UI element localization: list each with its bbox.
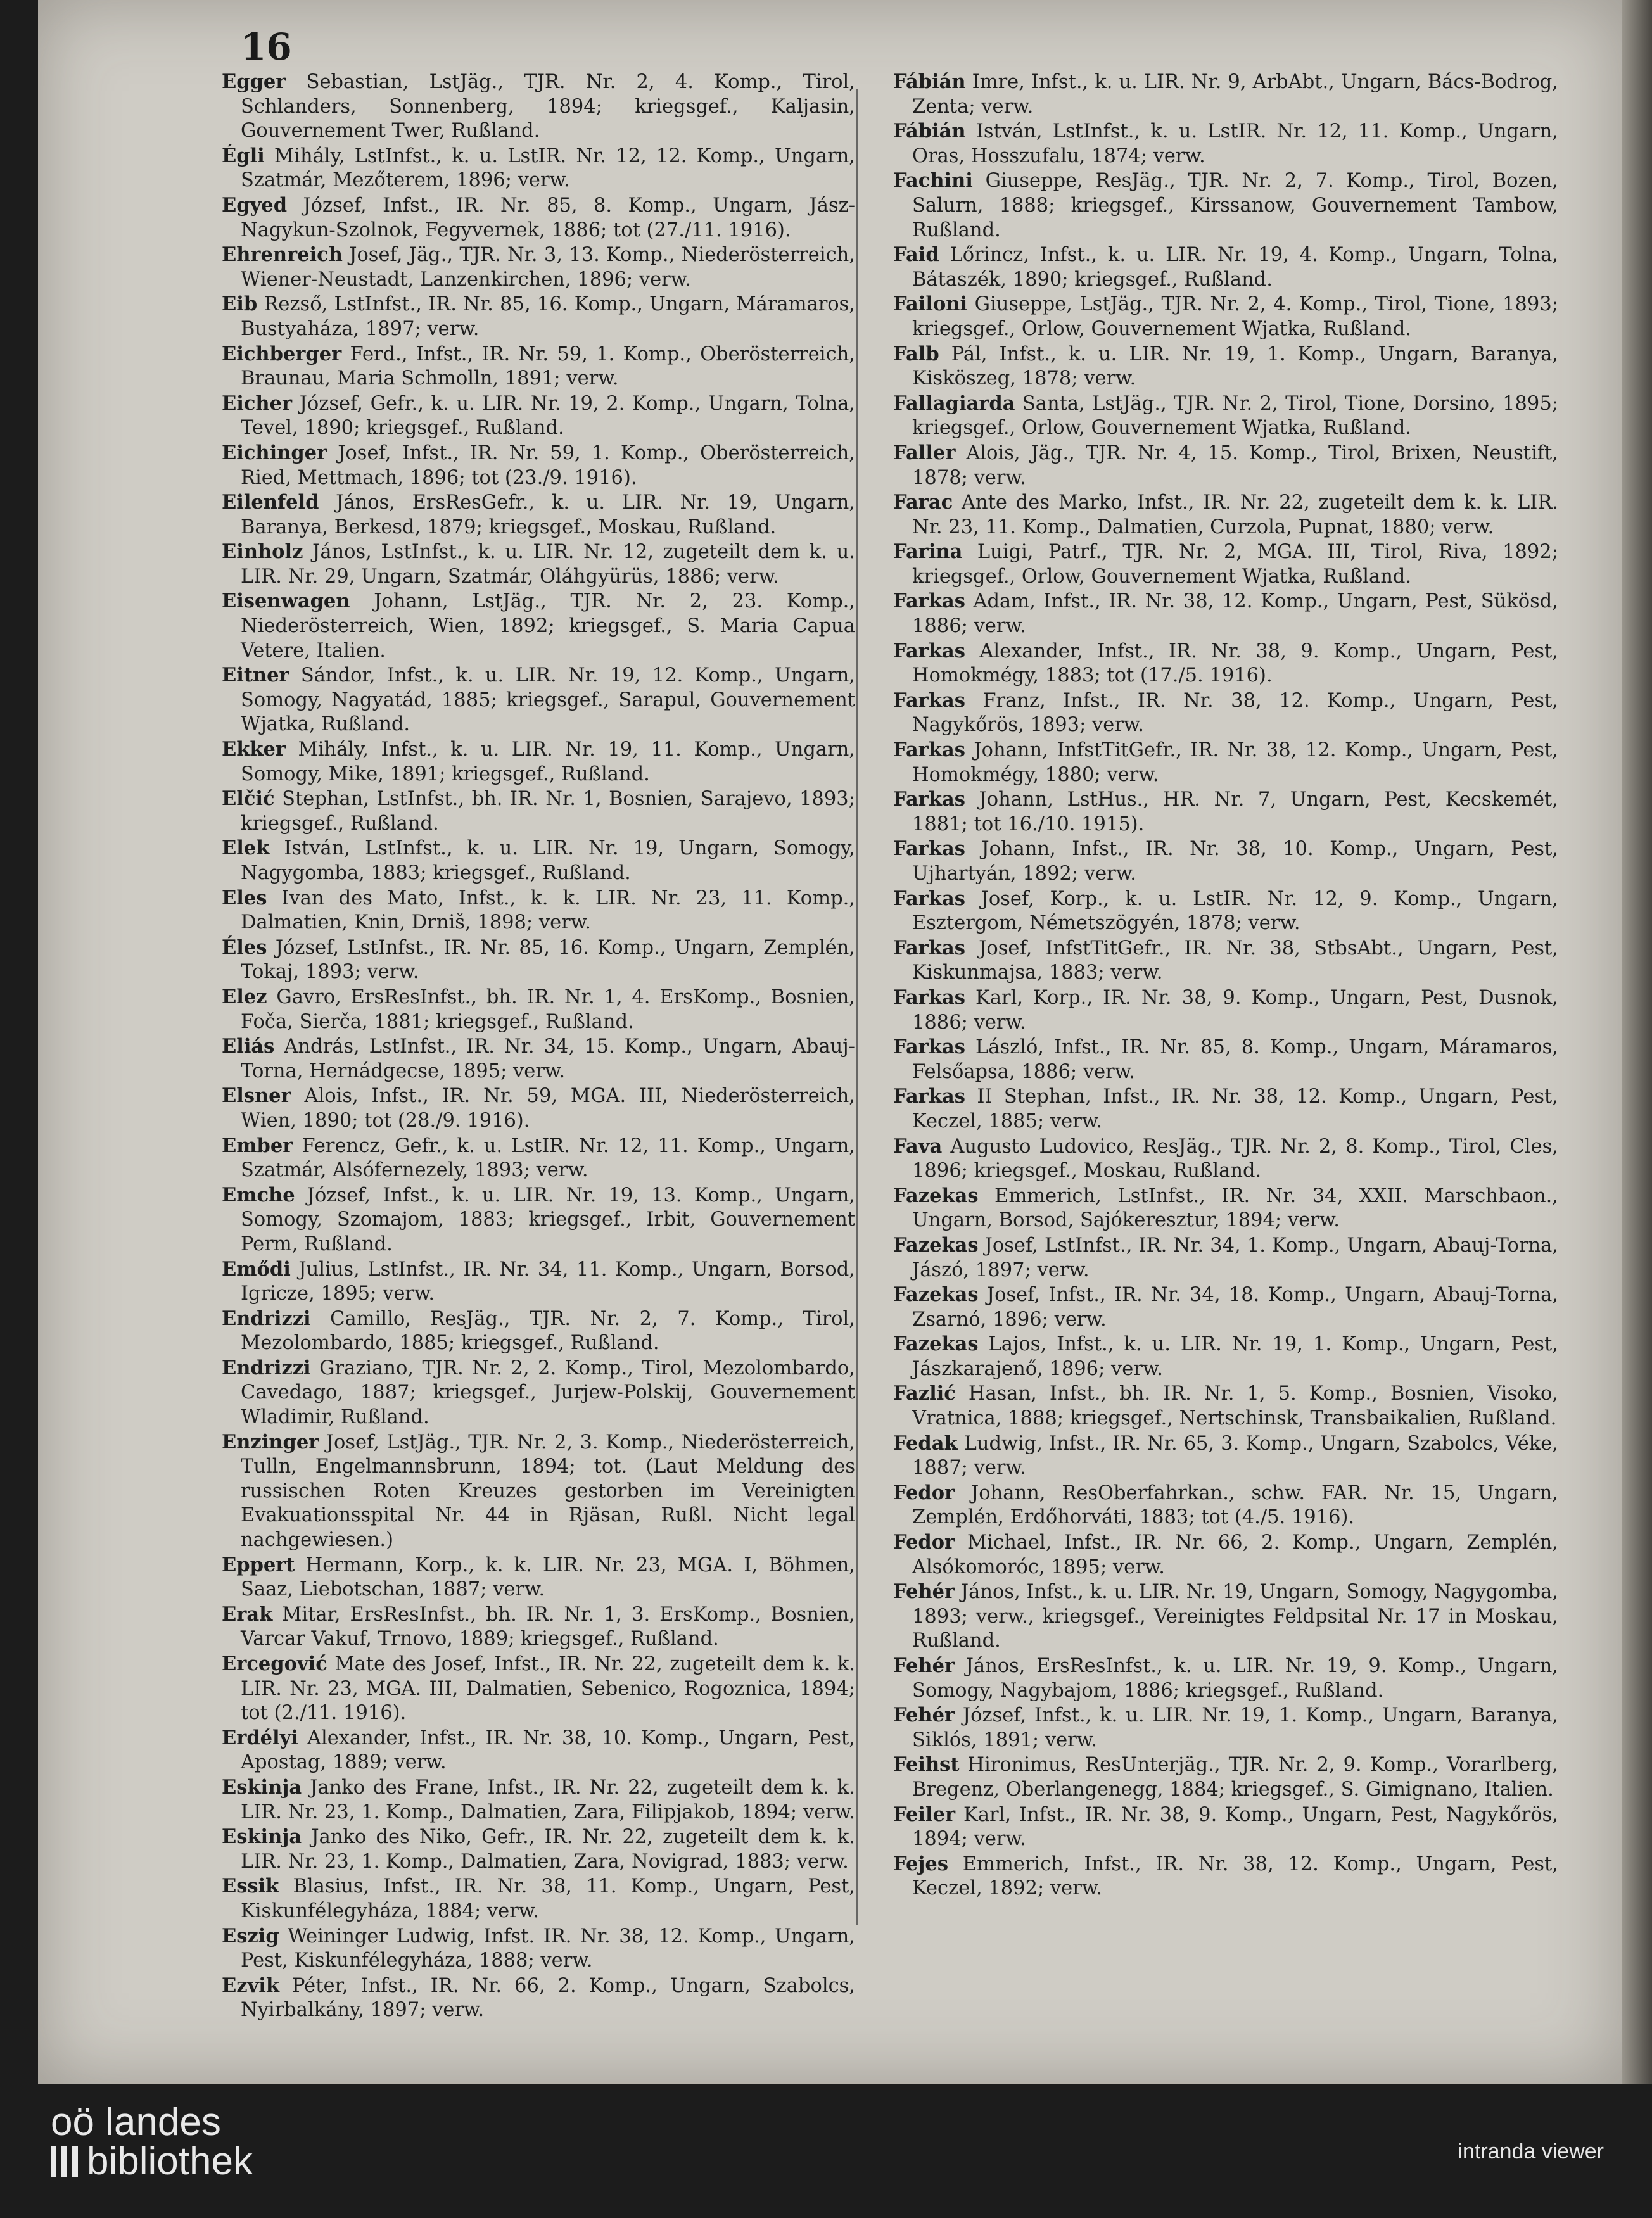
entry-surname: Elez <box>222 985 267 1008</box>
entry-surname: Farkas <box>893 590 965 613</box>
entry-details: Hermann, Korp., k. k. LIR. Nr. 23, MGA. I, Böhmen, Saaz, Liebotschan, 1887; verw. <box>241 1554 855 1601</box>
entry-surname: Farac <box>893 491 953 514</box>
entry <box>222 1652 855 1726</box>
entry-details: Josef, LstInfst., IR. Nr. 34, 1. Komp., Ungarn, Abauj-Torna, Jászó, 1897; verw. <box>912 1234 1558 1281</box>
entry <box>222 1183 855 1257</box>
entry-details: József, Infst., k. u. LIR. Nr. 19, 1. Komp., Ungarn, Baranya, Siklós, 1891; verw. <box>912 1704 1558 1751</box>
entry-details: Josef, InfstTitGefr., IR. Nr. 38, StbsAbt., Ungarn, Pest, Kiskunmajsa, 1883; verw. <box>912 937 1558 984</box>
entry-surname: Égli <box>222 144 265 167</box>
entry-details: József, Gefr., k. u. LIR. Nr. 19, 2. Komp., Ungarn, Tolna, Tevel, 1890; kriegsgef., Rußland. <box>241 392 855 440</box>
page-edge <box>1622 0 1652 2084</box>
entry-surname: Essik <box>222 1875 279 1898</box>
entry <box>893 688 1558 738</box>
entry-details: Mitar, ErsResInfst., bh. IR. Nr. 1, 3. ErsKomp., Bosnien, Varcar Vakuf, Trnovo, 1889; kriegsgef., Rußland. <box>241 1603 855 1651</box>
entry <box>222 1602 855 1652</box>
entry-surname: Fehér <box>893 1580 955 1604</box>
entry <box>222 836 855 885</box>
entry-details: Alexander, Infst., IR. Nr. 38, 9. Komp., Ungarn, Pest, Homokmégy, 1883; tot (17./5. 1916). <box>912 640 1558 687</box>
entry-details: Ante des Marko, Infst., IR. Nr. 22, zugeteilt dem k. k. LIR. Nr. 23, 11. Komp., Dalmatien, Curzola, Pupnat, 1880; verw. <box>912 491 1558 538</box>
entry <box>893 1283 1558 1332</box>
entry-details: József, LstInfst., IR. Nr. 85, 16. Komp., Ungarn, Zemplén, Tokaj, 1893; verw. <box>241 936 855 984</box>
logo-line-1: oö landes <box>51 2100 221 2144</box>
entry-surname: Fallagiarda <box>893 391 1015 415</box>
entry-details: Augusto Ludovico, ResJäg., TJR. Nr. 2, 8. Komp., Tirol, Cles, 1896; kriegsgef., Moskau, Rußland. <box>912 1135 1558 1182</box>
entry-details: Hironimus, ResUnterjäg., TJR. Nr. 2, 9. Komp., Vorarlberg, Bregenz, Oberlangenegg, 1884; kriegsgef., S. Gimignano, Italien. <box>912 1754 1558 1801</box>
entry-surname: Farkas <box>893 1085 965 1108</box>
entry-details: János, Infst., k. u. LIR. Nr. 19, Ungarn, Somogy, Nagygomba, 1893; verw., kriegsgef., Vereinigtes Feldpsital Nr. 17 in Moskau, Rußland. <box>912 1581 1558 1652</box>
entry-details: László, Infst., IR. Nr. 85, 8. Komp., Ungarn, Máramaros, Felsőapsa, 1886; verw. <box>912 1036 1558 1083</box>
scanned-page <box>38 0 1622 2084</box>
entry-surname: Eles <box>222 886 267 909</box>
entry-surname: Egger <box>222 70 286 93</box>
entry-surname: Farkas <box>893 936 965 960</box>
entry-details: Hasan, Infst., bh. IR. Nr. 1, 5. Komp., Bosnien, Visoko, Vratnica, 1888; kriegsgef., Nertschinsk, Transbaikalien, Rußland. <box>912 1383 1558 1430</box>
page-number: 16 <box>241 25 292 68</box>
entry-details: János, ErsResInfst., k. u. LIR. Nr. 19, 9. Komp., Ungarn, Somogy, Nagybajom, 1886; kriegsgef., Rußland. <box>912 1655 1558 1702</box>
entry-details: Emmerich, Infst., IR. Nr. 38, 12. Komp., Ungarn, Pest, Keczel, 1892; verw. <box>912 1853 1558 1900</box>
entry-details: Stephan, LstInfst., bh. IR. Nr. 1, Bosnien, Sarajevo, 1893; kriegsgef., Rußland. <box>241 788 855 835</box>
entry <box>222 1874 855 1923</box>
entry <box>893 589 1558 638</box>
entry-surname: Eichberger <box>222 342 342 365</box>
entry-details: Camillo, ResJäg., TJR. Nr. 2, 7. Komp., Tirol, Mezolombardo, 1885; kriegsgef., Rußland. <box>241 1307 855 1355</box>
entry <box>893 1654 1558 1703</box>
entry <box>893 1752 1558 1802</box>
entry-details: Johann, ResOberfahrkan., schw. FAR. Nr. 15, Ungarn, Zemplén, Erdőhorváti, 1883; tot (4./5. 1916). <box>912 1481 1558 1529</box>
entry-details: Karl, Infst., IR. Nr. 38, 9. Komp., Ungarn, Pest, Nagykőrös, 1894; verw. <box>912 1803 1558 1851</box>
entry <box>222 1726 855 1775</box>
entry-surname: Farkas <box>893 738 965 762</box>
entry <box>222 935 855 985</box>
entry-details: József, Infst., IR. Nr. 85, 8. Komp., Ungarn, Jász-Nagykun-Szolnok, Fegyvernek, 1886; tot (27./11. 1916). <box>241 194 855 241</box>
entry-surname: Elek <box>222 837 270 860</box>
entry <box>222 1775 855 1825</box>
entry-details: Michael, Infst., IR. Nr. 66, 2. Komp., Ungarn, Zemplén, Alsókomoróc, 1895; verw. <box>912 1531 1558 1578</box>
entry-details: Ferencz, Gefr., k. u. LstIR. Nr. 12, 11. Komp., Ungarn, Szatmár, Alsófernezely, 1893; verw. <box>241 1134 855 1182</box>
entry-surname: Enzinger <box>222 1430 319 1454</box>
entry-details: Blasius, Infst., IR. Nr. 38, 11. Komp., Ungarn, Pest, Kiskunfélegyháza, 1884; verw. <box>241 1875 855 1922</box>
viewer-label[interactable]: intranda viewer <box>1458 2139 1604 2164</box>
entry-surname: Fedor <box>893 1481 955 1504</box>
entry <box>893 490 1558 540</box>
entry <box>893 985 1558 1035</box>
entry <box>893 540 1558 589</box>
entry-surname: Eszig <box>222 1924 279 1948</box>
entry-surname: Elčić <box>222 787 275 811</box>
entry-surname: Fehér <box>893 1654 955 1677</box>
entry-details: Josef, Infst., IR. Nr. 59, 1. Komp., Oberösterreich, Ried, Mettmach, 1896; tot (23./9. 1916). <box>241 441 855 489</box>
entry-surname: Fedak <box>893 1431 958 1455</box>
entry-surname: Farkas <box>893 837 965 861</box>
entry-details: Mihály, LstInfst., k. u. LstIR. Nr. 12, 12. Komp., Ungarn, Szatmár, Mezőterem, 1896; verw. <box>241 144 855 192</box>
entry <box>893 837 1558 886</box>
entry-details: Pál, Infst., k. u. LIR. Nr. 19, 1. Komp., Ungarn, Baranya, Kisköszeg, 1878; verw. <box>912 343 1558 390</box>
entry <box>222 391 855 441</box>
entry-details: II Stephan, Infst., IR. Nr. 38, 12. Komp., Ungarn, Pest, Keczel, 1885; verw. <box>912 1086 1558 1132</box>
entry-details: Weininger Ludwig, Infst. IR. Nr. 38, 12. Komp., Ungarn, Pest, Kiskunfélegyháza, 1888; verw. <box>241 1925 855 1972</box>
entry <box>893 1035 1558 1084</box>
entry <box>222 342 855 391</box>
entry-surname: Fazekas <box>893 1233 979 1257</box>
entry <box>222 243 855 292</box>
entry-surname: Farkas <box>893 985 965 1009</box>
entry-details: István, LstInfst., k. u. LstIR. Nr. 12, 11. Komp., Ungarn, Oras, Hosszufalu, 1874; verw. <box>912 120 1558 167</box>
entry-surname: Ehrenreich <box>222 243 343 267</box>
entry <box>893 342 1558 391</box>
entry-details: Sándor, Infst., k. u. LIR. Nr. 19, 12. Komp., Ungarn, Somogy, Nagyatád, 1885; kriegsgef., Sarapul, Gouvernement Wjatka, Rußland. <box>241 664 855 736</box>
entry-surname: Emődi <box>222 1257 291 1281</box>
entry <box>222 1084 855 1133</box>
entry-surname: Éles <box>222 935 267 959</box>
entry-details: Johann, InfstTitGefr., IR. Nr. 38, 12. Komp., Ungarn, Pest, Homokmégy, 1880; verw. <box>912 739 1558 786</box>
entry-details: Josef, Korp., k. u. LstIR. Nr. 12, 9. Komp., Ungarn, Esztergom, Németszögyén, 1878; verw. <box>912 887 1558 935</box>
entry <box>222 292 855 341</box>
entry-details: Ludwig, Infst., IR. Nr. 65, 3. Komp., Ungarn, Szabolcs, Véke, 1887; verw. <box>912 1432 1558 1480</box>
entry <box>893 70 1558 119</box>
entry <box>893 1852 1558 1901</box>
entry-surname: Fava <box>893 1134 943 1158</box>
entry <box>893 1084 1558 1134</box>
entry-surname: Farkas <box>893 788 965 811</box>
entry-details: Péter, Infst., IR. Nr. 66, 2. Komp., Ungarn, Szabolcs, Nyirbalkány, 1897; verw. <box>241 1974 855 2022</box>
entry <box>893 1703 1558 1752</box>
entry-details: Franz, Infst., IR. Nr. 38, 12. Komp., Ungarn, Pest, Nagykőrös, 1893; verw. <box>912 689 1558 737</box>
entry-surname: Eicher <box>222 391 293 415</box>
entry-details: Alois, Jäg., TJR. Nr. 4, 15. Komp., Tirol, Brixen, Neustift, 1878; verw. <box>912 441 1558 489</box>
entry <box>893 391 1558 441</box>
entry-surname: Erak <box>222 1602 273 1626</box>
entry-details: Luigi, Patrf., TJR. Nr. 2, MGA. III, Tirol, Riva, 1892; kriegsgef., Orlow, Gouvernement Wjatka, Rußland. <box>912 541 1558 588</box>
entry-details: Mihály, Infst., k. u. LIR. Nr. 19, 11. Komp., Ungarn, Somogy, Mike, 1891; kriegsgef., Rußland. <box>241 738 855 785</box>
entry-details: Johann, LstHus., HR. Nr. 7, Ungarn, Pest, Kecskemét, 1881; tot 16./10. 1915). <box>912 789 1558 835</box>
entry-details: Graziano, TJR. Nr. 2, 2. Komp., Tirol, Mezolombardo, Cavedago, 1887; kriegsgef., Jurjew-Polskij, Gouvernement Wladimir, Rußland. <box>241 1357 855 1429</box>
entry-details: Ferd., Infst., IR. Nr. 59, 1. Komp., Oberösterreich, Braunau, Maria Schmolln, 1891; verw. <box>241 343 855 390</box>
entry <box>222 787 855 836</box>
entry-details: Lajos, Infst., k. u. LIR. Nr. 19, 1. Komp., Ungarn, Pest, Jászkarajenő, 1896; verw. <box>912 1333 1558 1380</box>
entry-details: Josef, Jäg., TJR. Nr. 3, 13. Komp., Niederösterreich, Wiener-Neustadt, Lanzenkirchen, 1896; verw. <box>241 244 855 291</box>
entry <box>893 441 1558 490</box>
entry <box>222 886 855 935</box>
entry-surname: Faller <box>893 441 956 464</box>
column-divider <box>856 89 858 1925</box>
entry-surname: Eib <box>222 293 258 316</box>
entry <box>893 936 1558 985</box>
entry-details: Johann, LstJäg., TJR. Nr. 2, 23. Komp., Niederösterreich, Wien, 1892; kriegsgef., S. Maria Capua Vetere, Italien. <box>241 590 855 662</box>
entry-surname: Fazekas <box>893 1283 979 1307</box>
entry-surname: Elsner <box>222 1084 291 1108</box>
entry-details: Julius, LstInfst., IR. Nr. 34, 11. Komp., Ungarn, Borsod, Igricze, 1895; verw. <box>241 1258 855 1305</box>
entry-surname: Ercegović <box>222 1652 327 1675</box>
right-column <box>893 70 1558 1901</box>
left-column <box>222 70 855 2023</box>
entry <box>893 1431 1558 1481</box>
entry-details: Karl, Korp., IR. Nr. 38, 9. Komp., Ungarn, Pest, Dusnok, 1886; verw. <box>912 986 1558 1034</box>
entry <box>222 1307 855 1356</box>
logo-bars-icon <box>51 2146 78 2177</box>
entry-surname: Eitner <box>222 664 289 687</box>
entry-surname: Eskinja <box>222 1775 302 1799</box>
entry-surname: Eliás <box>222 1035 275 1058</box>
entry-details: Imre, Infst., k. u. LIR. Nr. 9, ArbAbt., Ungarn, Bács-Bodrog, Zenta; verw. <box>912 71 1558 118</box>
entry <box>893 243 1558 292</box>
entry-surname: Eisenwagen <box>222 590 350 613</box>
entry-details: Johann, Infst., IR. Nr. 38, 10. Komp., Ungarn, Pest, Ujhartyán, 1892; verw. <box>912 838 1558 885</box>
entry-details: Rezső, LstInfst., IR. Nr. 85, 16. Komp., Ungarn, Máramaros, Bustyaháza, 1897; verw. <box>241 293 855 340</box>
entry <box>893 1233 1558 1283</box>
entry-surname: Farkas <box>893 1036 965 1059</box>
entry-details: Giuseppe, LstJäg., TJR. Nr. 2, 4. Komp., Tirol, Tione, 1893; kriegsgef., Orlow, Gouvernement Wjatka, Rußland. <box>912 293 1558 340</box>
entry <box>893 639 1558 688</box>
entry-surname: Fedor <box>893 1531 955 1554</box>
entry <box>222 1257 855 1307</box>
entry-surname: Farkas <box>893 688 965 712</box>
entry <box>222 540 855 589</box>
entry-surname: Einholz <box>222 540 303 564</box>
entry-details: Adam, Infst., IR. Nr. 38, 12. Komp., Ungarn, Pest, Sükösd, 1886; verw. <box>912 590 1558 638</box>
entry-details: Mate des Josef, Infst., IR. Nr. 22, zugeteilt dem k. k. LIR. Nr. 23, MGA. III, Dalmatien, Sebenico, Rogoznica, 1894; tot (2./11. 1916). <box>241 1653 855 1725</box>
entry <box>893 1481 1558 1530</box>
entry-details: János, LstInfst., k. u. LIR. Nr. 12, zugeteilt dem k. u. LIR. Nr. 29, Ungarn, Szatmár, Oláhgyürüs, 1886; verw. <box>241 541 855 588</box>
entry-surname: Falb <box>893 342 939 365</box>
entry-details: István, LstInfst., k. u. LIR. Nr. 19, Ungarn, Somogy, Nagygomba, 1883; kriegsgef., Rußland. <box>241 837 855 884</box>
entry <box>222 1034 855 1084</box>
entry <box>222 441 855 490</box>
entry <box>893 738 1558 787</box>
entry <box>893 168 1558 243</box>
entry-surname: Failoni <box>893 293 968 316</box>
entry-surname: Fehér <box>893 1704 955 1727</box>
entry <box>893 1134 1558 1184</box>
entry-details: Giuseppe, ResJäg., TJR. Nr. 2, 7. Komp., Tirol, Bozen, Salurn, 1888; kriegsgef., Kirssanow, Gouvernement Tambow, Rußland. <box>912 170 1558 241</box>
entry-surname: Faid <box>893 243 939 267</box>
entry-surname: Fábián <box>893 70 966 93</box>
entry-surname: Ember <box>222 1134 293 1157</box>
entry <box>222 490 855 540</box>
entry <box>893 1580 1558 1654</box>
entry-surname: Farkas <box>893 887 965 910</box>
entry-details: Josef, Infst., IR. Nr. 34, 18. Komp., Ungarn, Abauj-Torna, Zsarnó, 1896; verw. <box>912 1284 1558 1331</box>
entry-details: Lőrincz, Infst., k. u. LIR. Nr. 19, 4. Komp., Ungarn, Tolna, Bátaszék, 1890; kriegsgef., Rußland. <box>912 244 1558 291</box>
entry-details: Alexander, Infst., IR. Nr. 38, 10. Komp., Ungarn, Pest, Apostag, 1889; verw. <box>241 1727 855 1774</box>
entry-surname: Farkas <box>893 639 965 662</box>
entry <box>222 70 855 144</box>
entry <box>893 292 1558 341</box>
entry <box>893 119 1558 168</box>
library-logo[interactable] <box>51 2100 253 2183</box>
entry-surname: Fazekas <box>893 1184 979 1207</box>
entry <box>893 1184 1558 1233</box>
entry <box>222 589 855 663</box>
entry-surname: Fachini <box>893 169 973 193</box>
entry-surname: Egyed <box>222 193 288 217</box>
entry <box>222 737 855 787</box>
entry-details: János, ErsResGefr., k. u. LIR. Nr. 19, Ungarn, Baranya, Berkesd, 1879; kriegsgef., Moskau, Rußland. <box>241 491 855 538</box>
entry-surname: Ekker <box>222 738 286 761</box>
entry-surname: Ezvik <box>222 1974 280 1997</box>
entry-surname: Emche <box>222 1183 295 1207</box>
logo-line-2-text: bibliothek <box>87 2139 253 2183</box>
entry <box>222 663 855 737</box>
entry-surname: Endrizzi <box>222 1356 311 1379</box>
entry-surname: Eilenfeld <box>222 491 319 514</box>
entry-surname: Endrizzi <box>222 1307 311 1330</box>
entry <box>893 887 1558 936</box>
entry <box>893 787 1558 837</box>
entry-surname: Fazekas <box>893 1333 979 1356</box>
entry <box>222 1553 855 1602</box>
entry <box>222 1974 855 2023</box>
entry <box>893 1803 1558 1852</box>
entry-surname: Fábián <box>893 120 966 143</box>
entry-surname: Feihst <box>893 1753 960 1777</box>
entry-surname: Eppert <box>222 1553 295 1576</box>
entry-details: Emmerich, LstInfst., IR. Nr. 34, XXII. Marschbaon., Ungarn, Borsod, Sajókeresztur, 1894; verw. <box>912 1184 1558 1232</box>
entry-details: Janko des Niko, Gefr., IR. Nr. 22, zugeteilt dem k. k. LIR. Nr. 23, 1. Komp., Dalmatien, Zara, Novigrad, 1883; verw. <box>241 1826 855 1873</box>
logo-line-2 <box>51 2139 253 2183</box>
entry <box>893 1332 1558 1381</box>
entry <box>222 1430 855 1553</box>
entry <box>222 1825 855 1874</box>
entry-surname: Fazlić <box>893 1382 956 1405</box>
entry <box>222 193 855 243</box>
entry-surname: Fejes <box>893 1852 949 1875</box>
entry <box>222 1924 855 1974</box>
entry <box>222 1134 855 1183</box>
entry-surname: Erdélyi <box>222 1726 298 1749</box>
entry-surname: Eskinja <box>222 1825 302 1849</box>
entry-surname: Eichinger <box>222 441 327 464</box>
entry <box>893 1381 1558 1431</box>
entry-details: Ivan des Mato, Infst., k. k. LIR. Nr. 23, 11. Komp., Dalmatien, Knin, Drniš, 1898; verw. <box>241 887 855 934</box>
entry-details: Alois, Infst., IR. Nr. 59, MGA. III, Niederösterreich, Wien, 1890; tot (28./9. 1916). <box>241 1085 855 1132</box>
entry <box>222 144 855 193</box>
entry-surname: Farina <box>893 540 963 564</box>
entry <box>222 1356 855 1430</box>
entry-details: Janko des Frane, Infst., IR. Nr. 22, zugeteilt dem k. k. LIR. Nr. 23, 1. Komp., Dalmatien, Zara, Filipjakob, 1894; verw. <box>241 1776 855 1823</box>
entry-surname: Feiler <box>893 1803 956 1826</box>
entry-details: Santa, LstJäg., TJR. Nr. 2, Tirol, Tione, Dorsino, 1895; kriegsgef., Orlow, Gouvernement Wjatka, Rußland. <box>912 392 1558 440</box>
entry-details: Sebastian, LstJäg., TJR. Nr. 2, 4. Komp., Tirol, Schlanders, Sonnenberg, 1894; kriegsgef., Kaljasin, Gouvernement Twer, Rußland. <box>241 71 855 143</box>
entry-details: Gavro, ErsResInfst., bh. IR. Nr. 1, 4. ErsKomp., Bosnien, Foča, Sierča, 1881; kriegsgef., Rußland. <box>241 985 855 1033</box>
entry-details: József, Infst., k. u. LIR. Nr. 19, 13. Komp., Ungarn, Somogy, Szomajom, 1883; kriegsgef., Irbit, Gouvernement Perm, Rußland. <box>241 1184 855 1255</box>
entry <box>222 985 855 1034</box>
entry-details: Josef, LstJäg., TJR. Nr. 2, 3. Komp., Niederösterreich, Tulln, Engelmannsbrunn, 1894; tot. (Laut Meldung des russischen Roten Kreuzes gestorben im Vereinigten Evakuationsspital Nr. 44 in Rjäsan, Rußl. Nicht legal nachgewiesen.) <box>241 1431 855 1552</box>
entry-details: András, LstInfst., IR. Nr. 34, 15. Komp., Ungarn, Abauj-Torna, Hernádgecse, 1895; verw. <box>241 1036 855 1082</box>
entry <box>893 1530 1558 1580</box>
